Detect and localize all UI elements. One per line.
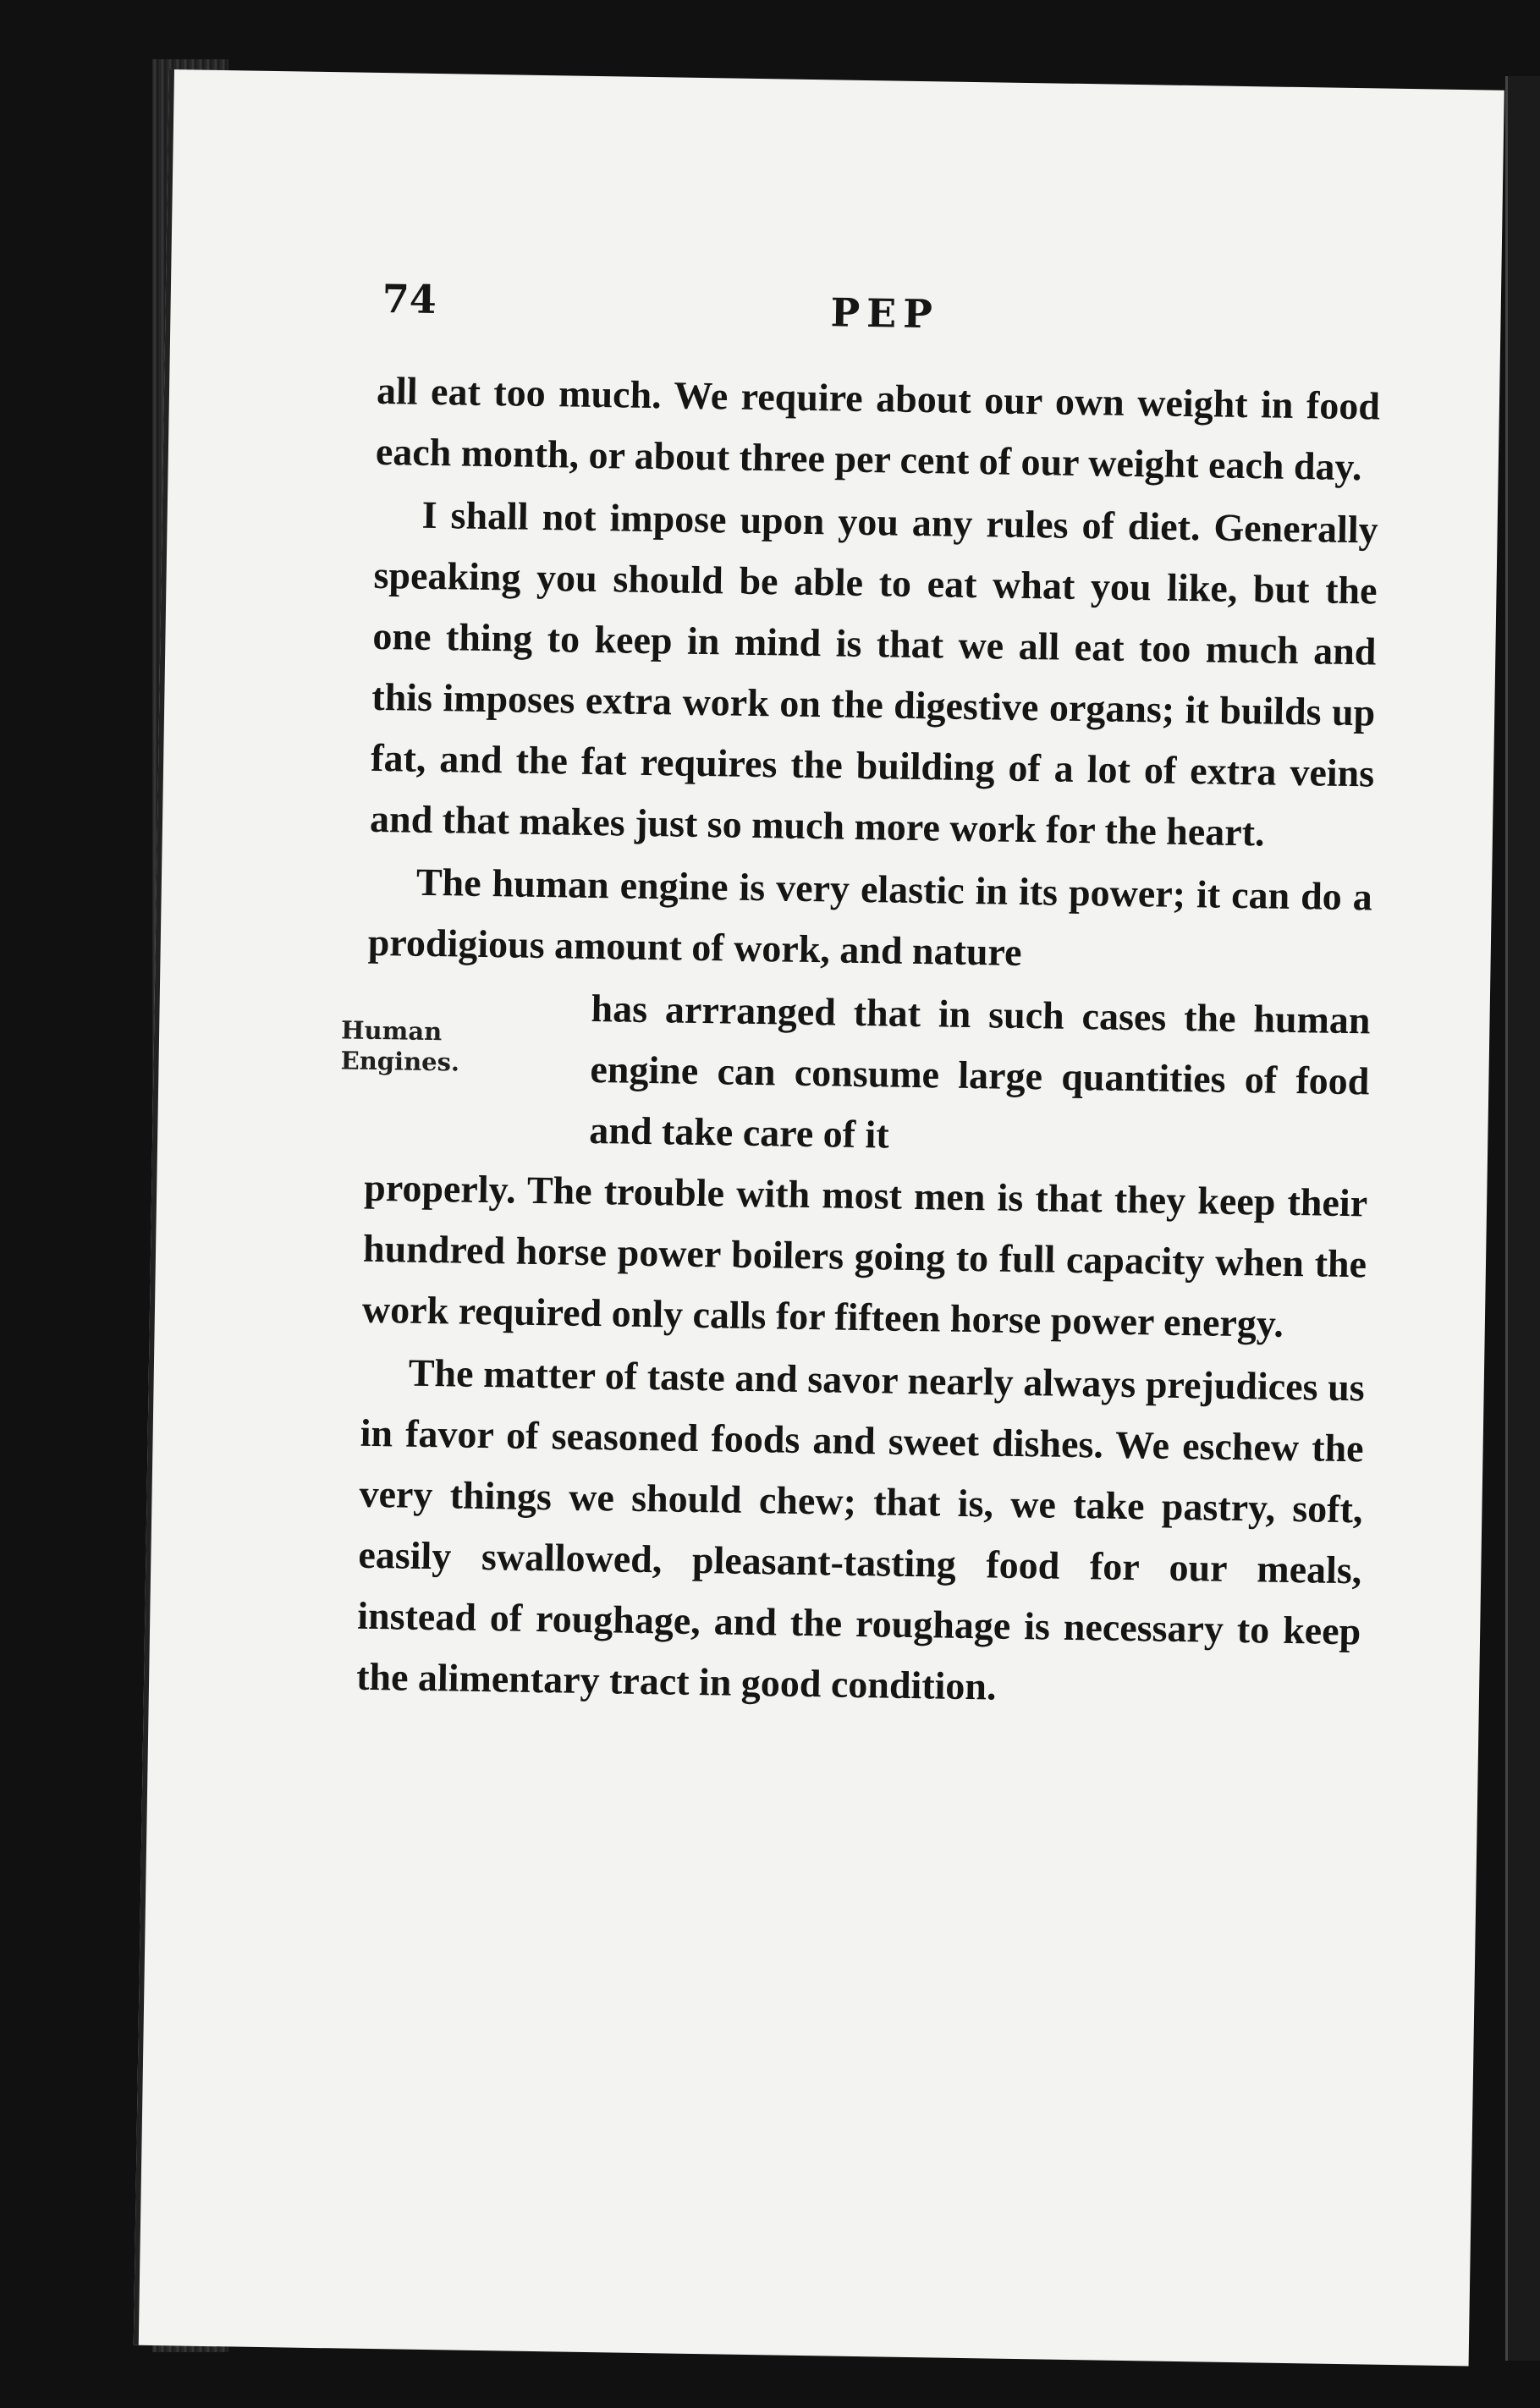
marginal-note bbox=[340, 1014, 476, 1078]
marginal-note-line-2: Engines. bbox=[340, 1046, 460, 1077]
paragraph-4: The matter of taste and savor nearly always prejudices us in favor of seasoned foods and sweet dishes. We eschew the very things we should chew; that is, we take pastry, soft, easily swallowed, pleasant-tasting food for our meals, instead of roughage, and the roughage is necessary to keep the alimentary tract in good condition. bbox=[355, 1350, 1366, 1708]
book-page bbox=[134, 69, 1504, 2366]
paragraph-2: I shall not impose upon you any rules of diet. Generally speaking you should be able to eat what you like, but the one thing to keep in mind is that we all eat too much and this imposes extra work on the digestive organs; it builds up fat, and the fat requires the building of a lot of extra veins and that makes just so much more work for the heart. bbox=[369, 492, 1379, 855]
page-header bbox=[382, 267, 1356, 359]
paragraph-3-start: The human engine is very elastic in its power; it can do a prodigious amount of work, and nature bbox=[367, 860, 1373, 974]
marginal-note-line-1: Human bbox=[340, 1015, 443, 1047]
body-text bbox=[340, 360, 1381, 1724]
paragraph-3-side: has arrranged that in such cases the human engine can consume large quantities of food and take care of it bbox=[588, 986, 1371, 1157]
paragraph-3-end: properly. The trouble with most men is that they keep their hundred horse power boilers going to full capacity when the work required only calls for fifteen horse power energy. bbox=[361, 1165, 1368, 1345]
paragraph-1: all eat too much. We require about our own weight in food each month, or about three per cent of our weight each day. bbox=[375, 368, 1381, 489]
page-number: 74 bbox=[382, 275, 437, 322]
running-head: PEP bbox=[830, 289, 940, 338]
marginal-section bbox=[340, 975, 1371, 1174]
page-edge-strip bbox=[1505, 76, 1540, 2361]
